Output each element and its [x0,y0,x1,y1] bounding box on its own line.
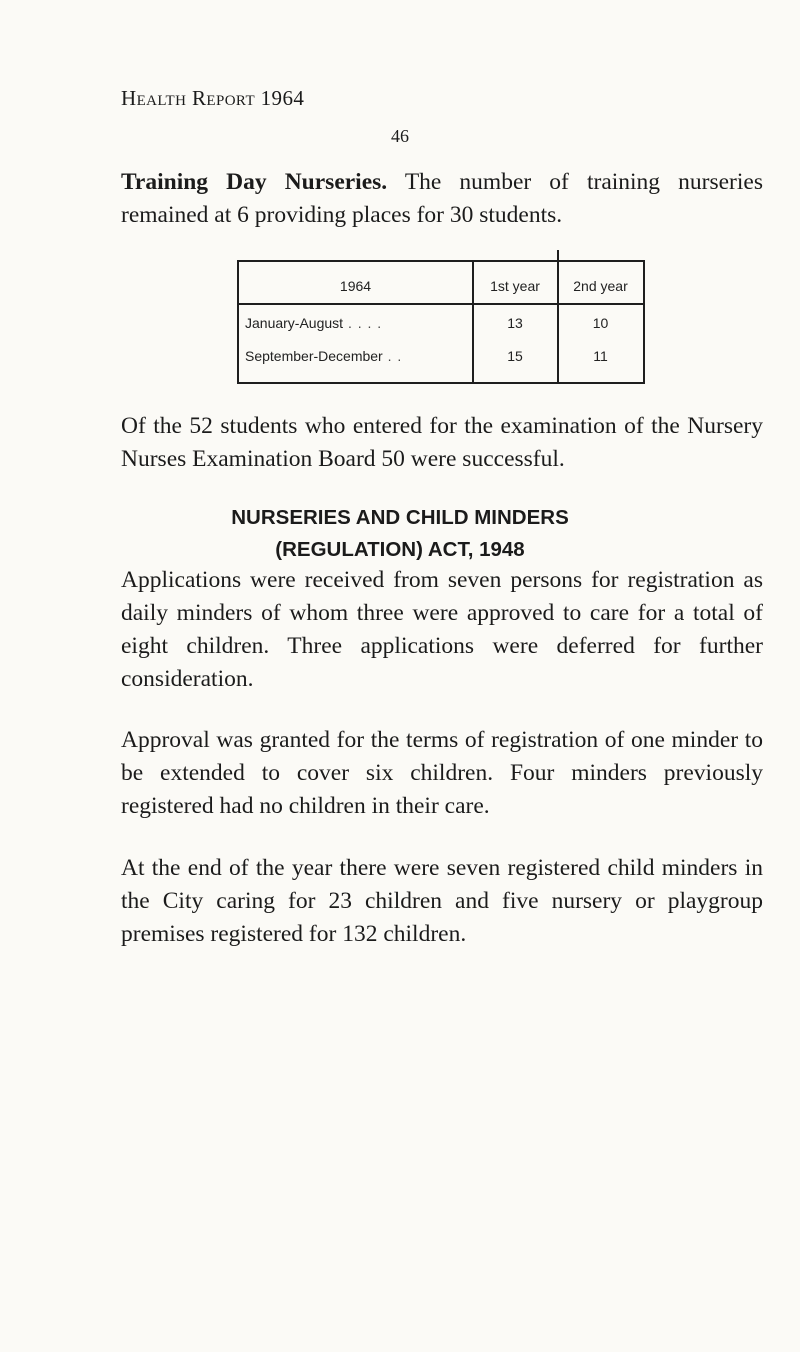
section-heading [0,502,800,566]
applications-paragraph: Applications were received from seven persons for registration as daily minders of whom three were approved to care for a total of eight children. Three applications were deferred for further consideration. [121,567,763,692]
section-heading-line: (REGULATION) ACT, 1948 [275,538,525,561]
training-paragraph [121,166,763,232]
section-heading-line: NURSERIES AND CHILD MINDERS [231,506,569,529]
page-number: 46 [391,126,409,146]
training-table [237,260,645,384]
table-rule-header [237,303,645,305]
table-cell: 13 [507,315,523,331]
table-row-label: January-August . . . . [245,315,383,331]
table-header-first-year: 1st year [490,278,540,294]
table-cell: 15 [507,348,523,364]
year-end-paragraph: At the end of the year there were seven registered child minders in the City caring for 23 children and five nursery or playgroup premises registered for 132 children. [121,855,763,947]
exam-paragraph: Of the 52 students who entered for the examination of the Nursery Nurses Examination Board 50 were successful. [121,413,763,472]
table-cell: 11 [593,348,608,364]
table-header-year: 1964 [339,278,372,294]
training-text: The number of training nurseries remained at 6 providing places for 30 students. [121,169,763,228]
approval-paragraph: Approval was granted for the terms of registration of one minder to be extended to cover six children. Four minders previously registered had no children in their care. [121,727,763,819]
table-border-right [643,260,645,384]
running-title: Health Report 1964 [121,86,305,110]
table-rule-bottom [237,382,645,384]
table-rule-top [237,260,645,262]
table-row-label: September-December . . [245,348,403,364]
table-header-second-year: 2nd year [573,278,628,294]
training-lead: Training Day Nurseries. [121,169,388,195]
table-cell: 10 [592,315,609,331]
